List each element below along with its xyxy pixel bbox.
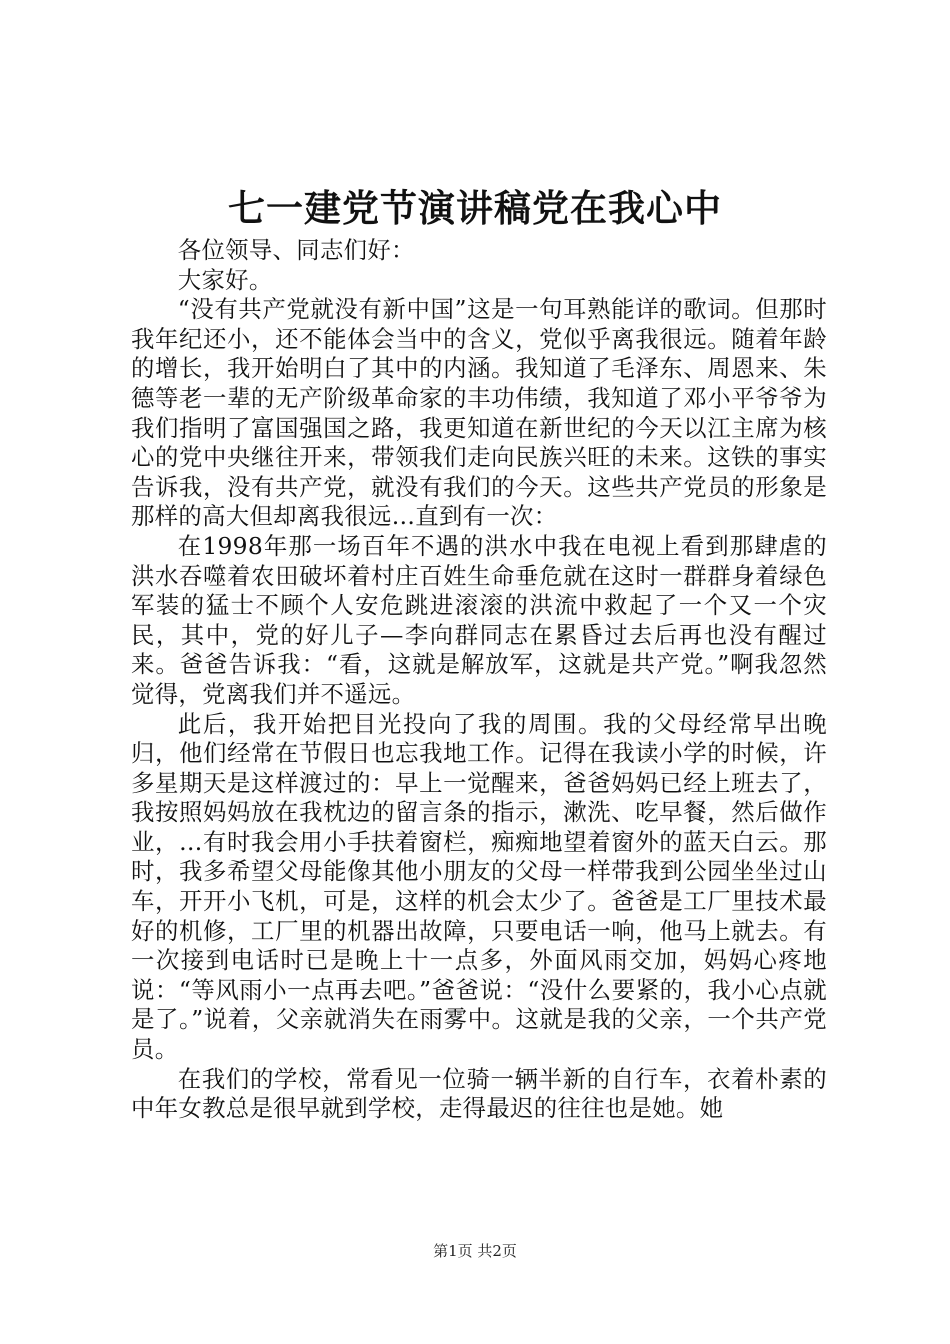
paragraph: “没有共产党就没有新中国”这是一句耳熟能详的歌词。但那时我年纪还小，还不能体会当中的含义，党似乎离我很远。随着年龄的增长，我开始明白了其中的内涵。我知道了毛泽东、周恩来、朱德等老一辈的无产阶级革命家的丰功伟绩，我知道了邓小平爷爷为我们指明了富国强国之路，我更知道在新世纪的今天以江主席为核心的党中央继往开来，带领我们走向民族兴旺的未来。这铁的事实告诉我，没有共产党，就没有我们的今天。这些共产党员的形象是那样的高大但却离我很远…直到有一次： xyxy=(131,295,827,531)
paragraph: 在1998年那一场百年不遇的洪水中我在电视上看到那肆虐的洪水吞噬着农田破坏着村庄百姓生命垂危就在这时一群群身着绿色军装的猛士不顾个人安危跳进滚滚的洪流中救起了一个又一个灾民，其中，党的好儿子—李向群同志在累昏过去后再也没有醒过来。爸爸告诉我：“看，这就是解放军，这就是共产党。”啊我忽然觉得，党离我们并不遥远。 xyxy=(131,531,827,708)
paragraph-salutation: 大家好。 xyxy=(177,265,273,294)
paragraph: 在我们的学校，常看见一位骑一辆半新的自行车，衣着朴素的中年女教总是很早就到学校，走得最迟的往往也是她。她 xyxy=(131,1064,827,1123)
paragraph-greeting: 各位领导、同志们好： xyxy=(177,236,415,264)
document-title: 七一建党节演讲稿党在我心中 xyxy=(228,186,722,230)
document-body xyxy=(131,236,827,1124)
paragraph: 此后，我开始把目光投向了我的周围。我的父母经常早出晚归，他们经常在节假日也忘我地工作。记得在我读小学的时候，许多星期天是这样渡过的：早上一觉醒来，爸爸妈妈已经上班去了，我按照妈妈放在我枕边的留言条的指示，漱洗、吃早餐，然后做作业，…有时我会用小手扶着窗栏，痴痴地望着窗外的蓝天白云。那时，我多希望父母能像其他小朋友的父母一样带我到公园坐坐过山车，开开小飞机，可是，这样的机会太少了。爸爸是工厂里技术最好的机修，工厂里的机器出故障，只要电话一响，他马上就去。有一次接到电话时已是晚上十一点多，外面风雨交加，妈妈心疼地说：“等风雨小一点再去吧。”爸爸说：“没什么要紧的，我小心点就是了。”说着，父亲就消失在雨雾中。这就是我的父亲，一个共产党员。 xyxy=(131,709,827,1064)
page-number-footer: 第1页 共2页 xyxy=(433,1242,517,1260)
